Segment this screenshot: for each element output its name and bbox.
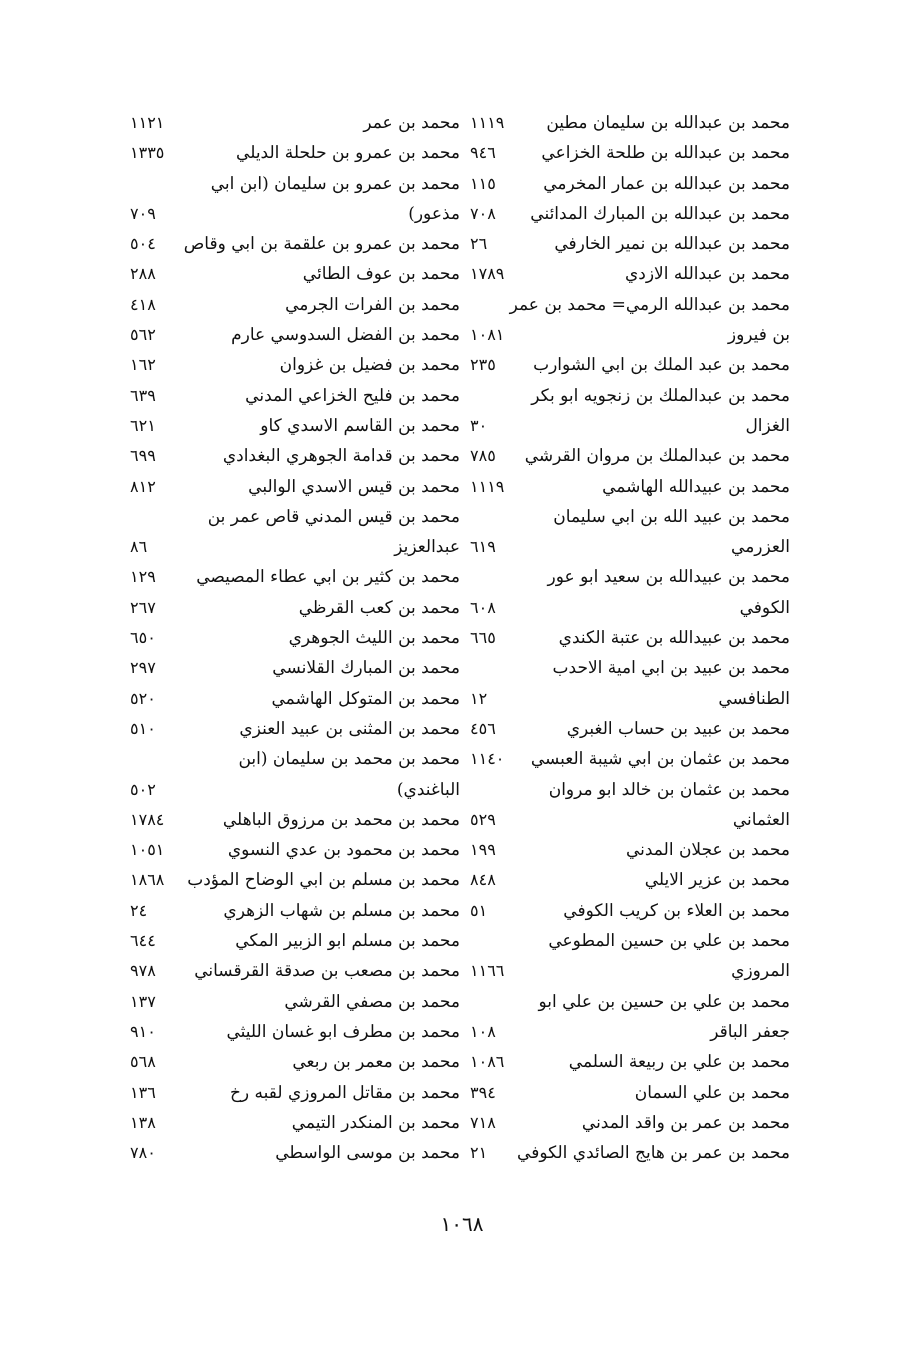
entry-name: محمد بن مسلم بن شهاب الزهري (223, 900, 460, 921)
entry-name: محمد بن عبيد الله بن ابي سليمان (553, 506, 790, 527)
index-entry (470, 411, 790, 441)
index-entry (470, 896, 790, 926)
index-entry (130, 229, 460, 259)
entry-name: محمد بن القاسم الاسدي كاو (260, 415, 460, 436)
index-entry (130, 1078, 460, 1108)
index-entry (470, 381, 790, 411)
index-entry (130, 169, 460, 199)
index-entry (130, 775, 460, 805)
entry-name: محمد بن عبيدالله بن سعيد ابو عور (547, 567, 790, 588)
entry-name: محمد بن عبدالله بن سليمان مطين (546, 113, 790, 133)
entry-name: محمد بن عوف الطائي (302, 264, 460, 285)
entry-name: محمد بن مصعب بن صدقة القرقساني (194, 961, 460, 982)
entry-number: ٧٠٨ (470, 203, 496, 223)
index-entry (470, 350, 790, 380)
entry-number: ٦٢١ (130, 415, 156, 435)
entry-number: ٦٠٨ (470, 597, 496, 617)
entry-name: محمد بن عبدالملك بن مروان القرشي (524, 446, 790, 467)
entry-name: محمد بن عبيد بن ابي امية الاحدب (552, 658, 790, 679)
entry-number: ٥٠٢ (130, 779, 156, 799)
index-entry (470, 1078, 790, 1108)
entry-number: ٥٦٢ (130, 325, 156, 345)
index-entry (470, 229, 790, 259)
entry-number: ١١١٩ (470, 113, 505, 132)
index-entry (470, 1138, 790, 1168)
index-entry (130, 653, 460, 683)
index-entry (470, 956, 790, 986)
entry-number: ٩٤٦ (470, 143, 496, 163)
entry-number: ٩١٠ (130, 1021, 156, 1041)
index-entry (470, 684, 790, 714)
index-entry (470, 1047, 790, 1077)
page-number: ١٠٦٨ (440, 1212, 484, 1236)
entry-name: محمد بن عمرو بن سليمان (ابن ابي (210, 173, 460, 194)
entry-name: الباغندي) (396, 779, 460, 800)
index-entry (470, 138, 790, 168)
index-entry (130, 987, 460, 1017)
index-entry (130, 835, 460, 865)
index-entry (470, 108, 790, 138)
entry-name: محمد بن مقاتل المروزي لقبه رخ (229, 1082, 460, 1103)
index-entry (130, 502, 460, 532)
index-entry (130, 199, 460, 229)
entry-number: ١٠٨٦ (470, 1052, 505, 1072)
entry-number: ٧١٨ (470, 1112, 496, 1132)
index-entry (130, 926, 460, 956)
index-entry (130, 320, 460, 350)
index-entry (130, 381, 460, 411)
left-column (130, 108, 460, 1198)
index-entry (130, 896, 460, 926)
index-entry (470, 835, 790, 865)
entry-number: ٢٦٧ (130, 597, 156, 617)
entry-number: ٥١ (470, 900, 488, 920)
index-entry (130, 411, 460, 441)
entry-number: ٦٤٤ (130, 931, 156, 951)
entry-name: محمد بن عثمان بن ابي شيبة العبسي (530, 749, 790, 770)
entry-number: ٥٠٤ (130, 234, 156, 254)
entry-number: ٨١٢ (130, 476, 156, 496)
entry-number: ٩٧٨ (130, 961, 156, 981)
entry-name: محمد بن عجلان المدني (625, 840, 790, 861)
entry-name: محمد بن عبد الملك بن ابي الشوارب (533, 355, 790, 376)
index-entry (130, 623, 460, 653)
entry-number: ٧٨٥ (470, 446, 496, 466)
entry-name: محمد بن قيس المدني قاص عمر بن (207, 506, 460, 527)
index-entry (130, 684, 460, 714)
entry-number: ٢١ (470, 1143, 488, 1163)
entry-name: محمد بن محمد بن سليمان (ابن (238, 749, 460, 770)
index-entry (470, 532, 790, 562)
index-entry (470, 1108, 790, 1138)
entry-name: محمد بن مسلم ابو الزبير المكي (235, 931, 460, 952)
index-entry (470, 502, 790, 532)
entry-name: الغزال (745, 415, 790, 436)
entry-name: محمد بن الفضل السدوسي عارم (231, 325, 460, 346)
entry-name: محمد بن الفرات الجرمي (285, 294, 460, 315)
entry-name: عبدالعزيز (394, 537, 460, 558)
index-entry (130, 1047, 460, 1077)
entry-number: ٣٠ (470, 415, 488, 435)
entry-number: ٦٥٠ (130, 628, 156, 648)
entry-name: محمد بن المنكدر التيمي (291, 1112, 460, 1133)
entry-number: ١٣٨ (130, 1112, 156, 1132)
entry-name: جعفر الباقر (710, 1021, 790, 1042)
index-entry (470, 441, 790, 471)
index-entry (470, 1017, 790, 1047)
index-entry (130, 350, 460, 380)
entry-number: ١١٦٦ (470, 961, 505, 981)
entry-number: ١٠٨ (470, 1021, 496, 1041)
entry-name: محمد بن قيس الاسدي الوالبي (248, 476, 460, 497)
entry-number: ٦٦٥ (470, 628, 496, 648)
entry-number: ١٢٩ (130, 567, 156, 587)
index-entry (130, 1138, 460, 1168)
entry-name: محمد بن عمر بن واقد المدني (581, 1112, 790, 1133)
entry-number: ١١١٩ (470, 476, 505, 496)
entry-name: محمد بن عمر بن هايج الصائدي الكوفي (517, 1143, 790, 1164)
entry-name: محمد بن علي السمان (634, 1082, 790, 1103)
index-entry (470, 805, 790, 835)
entry-number: ١٠٥١ (130, 840, 165, 860)
entry-number: ٢٩٧ (130, 658, 156, 678)
entry-name: محمد بن عبدالملك بن زنجويه ابو بكر (531, 385, 790, 406)
index-entry (130, 1017, 460, 1047)
entry-name: محمد بن عبدالله بن المبارك المدائني (530, 203, 790, 224)
index-entry (130, 290, 460, 320)
entry-name: محمد بن المثنى بن عبيد العنزي (239, 718, 460, 739)
entry-name: محمد بن مسلم بن ابي الوضاح المؤدب (187, 870, 460, 891)
entry-name: محمد بن علي بن ربيعة السلمي (568, 1052, 790, 1073)
entry-name: محمد بن عبدالله بن طلحة الخزاعي (541, 143, 790, 164)
index-entry (470, 320, 790, 350)
index-entry (130, 441, 460, 471)
index-entry (470, 290, 790, 320)
entry-name: محمد بن المبارك القلانسي (272, 658, 460, 679)
entry-name: محمد بن عمر (363, 113, 460, 133)
entry-name: محمد بن محمود بن عدي النسوي (227, 840, 460, 861)
right-column (470, 108, 790, 1198)
entry-number: ١٠٨١ (470, 325, 505, 345)
entry-name: محمد بن قدامة الجوهري البغدادي (222, 446, 460, 467)
index-entry (470, 926, 790, 956)
entry-name: محمد بن عبيدالله الهاشمي (602, 476, 790, 497)
entry-number: ٧٨٠ (130, 1143, 156, 1163)
entry-number: ٥٢٩ (470, 809, 496, 829)
entry-number: ١٧٨٩ (470, 264, 505, 284)
entry-name: محمد بن العلاء بن كريب الكوفي (563, 900, 790, 921)
entry-number: ٨٦ (130, 537, 148, 557)
entry-number: ١٣٦ (130, 1082, 156, 1102)
entry-name: محمد بن عبدالله الرمي= محمد بن عمر (509, 294, 790, 315)
entry-name: محمد بن محمد بن مرزوق الباهلي (222, 809, 460, 830)
entry-number: ٤١٨ (130, 294, 156, 314)
entry-name: محمد بن مطرف ابو غسان الليثي (226, 1021, 460, 1042)
entry-number: ٥١٠ (130, 718, 156, 738)
entry-name: العزرمي (731, 537, 790, 558)
index-entry (470, 259, 790, 289)
index-entry (470, 593, 790, 623)
index-entry (470, 744, 790, 774)
entry-number: ١٣٧ (130, 991, 156, 1011)
index-entry (130, 714, 460, 744)
entry-name: محمد بن عمرو بن حلحلة الديلي (236, 143, 460, 164)
entry-number: ٥٢٠ (130, 688, 156, 708)
entry-number: ٢٨٨ (130, 264, 156, 284)
entry-name: محمد بن عبدالله الازدي (624, 264, 790, 285)
entry-number: ١١٤٠ (470, 749, 505, 769)
entry-number: ٤٥٦ (470, 718, 496, 738)
entry-number: ٢٦ (470, 234, 488, 254)
index-entry (470, 623, 790, 653)
entry-number: ٨٤٨ (470, 870, 496, 890)
entry-name: محمد بن عثمان بن خالد ابو مروان (548, 779, 790, 800)
index-entry (130, 259, 460, 289)
entry-name: محمد بن عبيدالله بن عتبة الكندي (558, 628, 790, 649)
entry-name: المروزي (731, 961, 790, 982)
entry-number: ٥٦٨ (130, 1052, 156, 1072)
index-entry (130, 108, 460, 138)
entry-number: ٦٣٩ (130, 385, 156, 405)
index-entry (470, 472, 790, 502)
entry-name: محمد بن علي بن حسين المطوعي (548, 931, 790, 952)
index-entry (470, 775, 790, 805)
entry-name: محمد بن عمرو بن علقمة بن ابي وقاص (183, 234, 460, 255)
entry-name: محمد بن فضيل بن غزوان (279, 355, 460, 376)
index-entry (470, 714, 790, 744)
entry-name: محمد بن عبدالله بن نمير الخارفي (554, 234, 790, 255)
entry-name: العثماني (732, 809, 790, 830)
entry-name: محمد بن موسى الواسطي (275, 1143, 460, 1164)
entry-name: بن فيروز (727, 325, 790, 346)
entry-number: ١٢ (470, 688, 488, 708)
entry-number: ٦١٩ (470, 537, 496, 557)
entry-number: ٧٠٩ (130, 203, 156, 223)
entry-number: ١٧٨٤ (130, 809, 165, 829)
entry-name: الطنافسي (718, 688, 790, 709)
index-entry (130, 138, 460, 168)
entry-number: ٢٤ (130, 900, 148, 920)
entry-name: محمد بن عبيد بن حساب الغبري (566, 718, 790, 739)
entry-name: محمد بن الليث الجوهري (288, 628, 460, 649)
index-entry (470, 653, 790, 683)
index-entry (130, 865, 460, 895)
entry-name: محمد بن فليح الخزاعي المدني (245, 385, 460, 406)
entry-name: محمد بن علي بن حسين بن علي ابو (538, 991, 790, 1012)
entry-number: ١٨٦٨ (130, 870, 165, 890)
entry-name: محمد بن عبدالله بن عمار المخرمي (543, 173, 790, 194)
index-entry (130, 1108, 460, 1138)
entry-number: ٣٩٤ (470, 1082, 496, 1102)
index-entry (470, 169, 790, 199)
entry-number: ١١٥ (470, 173, 496, 193)
entry-number: ١١٢١ (130, 113, 165, 132)
index-entry (130, 956, 460, 986)
entry-name: محمد بن المتوكل الهاشمي (271, 688, 460, 709)
entry-name: محمد بن كعب القرظي (298, 597, 460, 618)
entry-name: مذعور) (408, 203, 460, 224)
index-entry (470, 199, 790, 229)
index-entry (470, 865, 790, 895)
index-entry (470, 987, 790, 1017)
index-entry (130, 593, 460, 623)
entry-name: محمد بن معمر بن ربعي (292, 1052, 460, 1073)
entry-number: ٢٣٥ (470, 355, 496, 375)
entry-name: محمد بن عزير الايلي (644, 870, 790, 891)
entry-number: ١٣٣٥ (130, 143, 165, 163)
index-entry (130, 805, 460, 835)
entry-name: محمد بن مصفي القرشي (284, 991, 460, 1012)
index-entry (130, 532, 460, 562)
entry-name: الكوفي (739, 597, 790, 618)
entry-name: محمد بن كثير بن ابي عطاء المصيصي (196, 567, 460, 588)
index-entry (130, 562, 460, 592)
entry-number: ٦٩٩ (130, 446, 156, 466)
entry-number: ١٩٩ (470, 840, 496, 860)
index-entry (470, 562, 790, 592)
entry-number: ١٦٢ (130, 355, 156, 375)
index-entry (130, 744, 460, 774)
index-entry (130, 472, 460, 502)
